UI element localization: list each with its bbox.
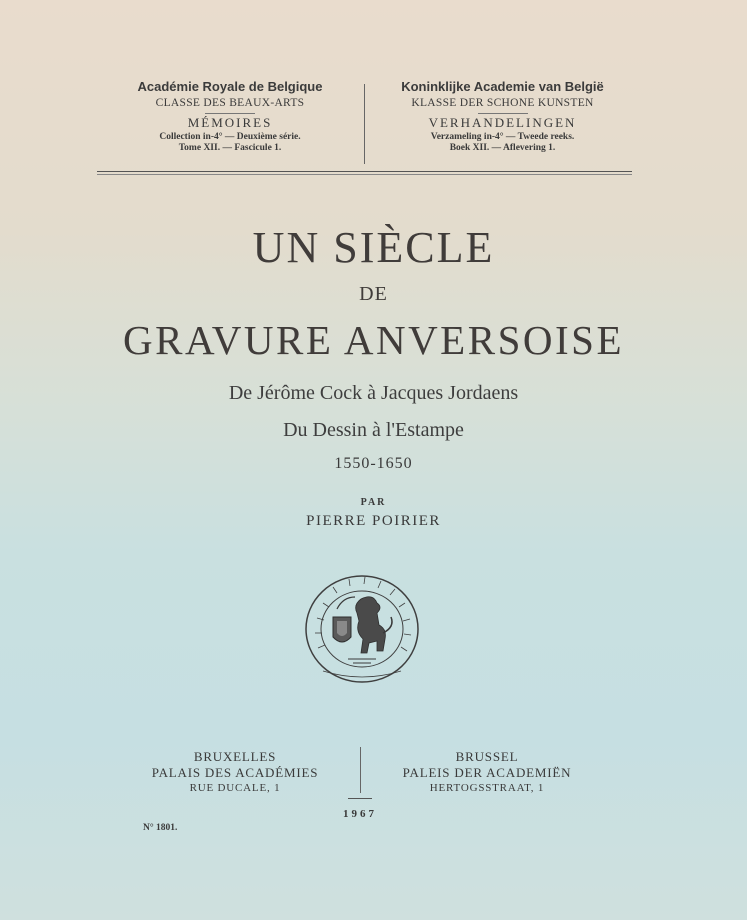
date-range: 1550-1650 xyxy=(334,455,413,472)
publisher-divider xyxy=(360,747,361,793)
publisher-city-nl: BRUSSEL xyxy=(455,749,519,764)
publisher-street-fr: RUE DUCALE, 1 xyxy=(189,781,281,794)
collection-fr: Collection in-4° — Deuxième série. xyxy=(159,132,301,143)
publisher-palace-fr: PALAIS DES ACADÉMIES xyxy=(151,765,319,781)
publisher-left xyxy=(120,749,350,795)
institution-fr: Académie Royale de Belgique xyxy=(137,79,323,94)
subtitle-2: Du Dessin à l'Estampe xyxy=(283,419,464,441)
publisher-street-nl: HERTOGSSTRAAT, 1 xyxy=(429,781,545,794)
series-nl: VERHANDELINGEN xyxy=(428,115,577,131)
class-fr: CLASSE DES BEAUX-ARTS xyxy=(155,96,305,109)
publication-year: 1967 xyxy=(343,808,377,820)
header-rule xyxy=(97,171,632,172)
title-line-3: GRAVURE ANVERSOISE xyxy=(122,317,624,363)
title-line-1: UN SIÈCLE xyxy=(252,223,495,272)
academy-lion-seal-icon xyxy=(303,573,421,685)
header-divider xyxy=(364,84,365,164)
divider xyxy=(478,113,528,114)
class-nl: KLASSE DER SCHONE KUNSTEN xyxy=(411,96,594,109)
series-number: N° 1801. xyxy=(143,823,178,833)
tome-nl: Boek XII. — Aflevering 1. xyxy=(449,143,556,154)
publisher-city-fr: BRUXELLES xyxy=(193,749,277,764)
header-rule-second xyxy=(97,174,632,175)
tome-fr: Tome XII. — Fascicule 1. xyxy=(178,143,282,154)
subtitle-1: De Jérôme Cock à Jacques Jordaens xyxy=(228,382,519,404)
year-rule xyxy=(348,798,372,799)
institution-nl: Koninklijke Academie van België xyxy=(401,79,604,94)
collection-nl: Verzameling in-4° — Tweede reeks. xyxy=(430,132,575,143)
publisher-right xyxy=(372,749,602,795)
divider xyxy=(205,113,255,114)
header-right xyxy=(380,80,625,154)
series-fr: MÉMOIRES xyxy=(187,115,273,131)
publisher-palace-nl: PALEIS DER ACADEMIËN xyxy=(402,765,572,781)
author-name: PIERRE POIRIER xyxy=(306,513,441,529)
author-by: PAR xyxy=(360,497,387,508)
title-line-2: DE xyxy=(359,283,388,305)
header-left xyxy=(100,80,360,154)
